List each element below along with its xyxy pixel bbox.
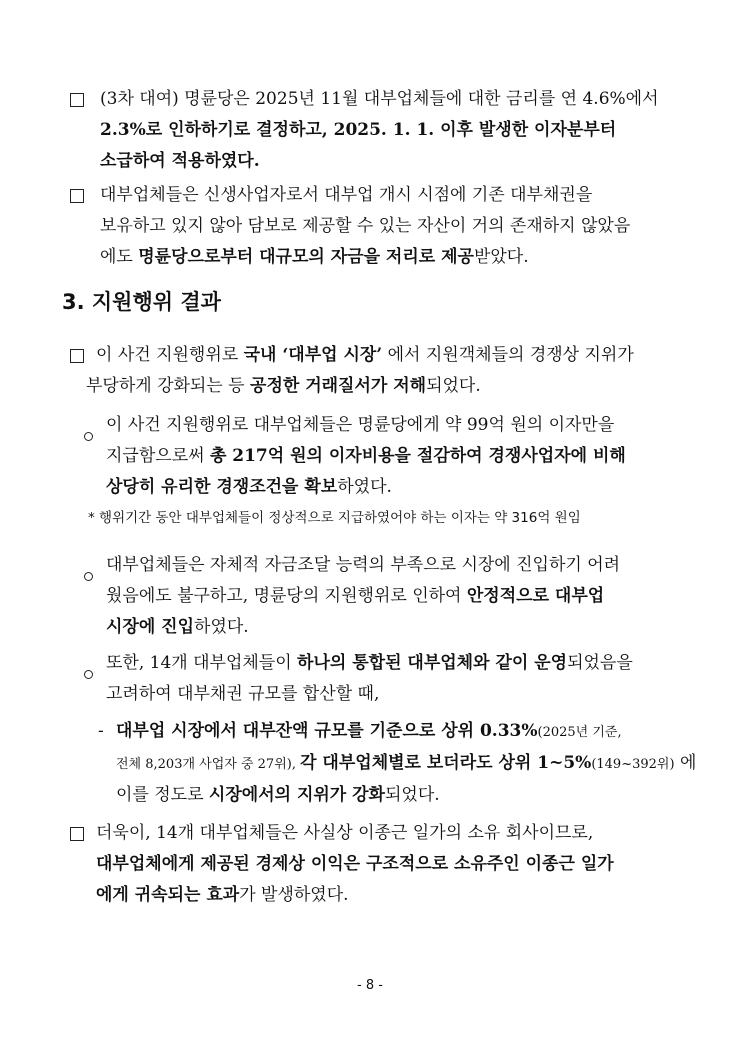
small-text: 전체 8,203개 사업자 중 27위), <box>116 757 301 772</box>
text-line <box>84 648 674 679</box>
paragraph-3rd-loan <box>72 84 672 177</box>
text-line <box>84 581 674 612</box>
page-number: - 8 - <box>357 978 383 993</box>
square-bullet-icon <box>70 86 84 117</box>
text-segment: 또한, 14개 대부업체들이 <box>106 653 298 673</box>
bold-text: 공정한 거래질서가 저해 <box>250 376 427 396</box>
small-text: (149~392위) <box>591 757 675 772</box>
text-segment: 가 발생하였다. <box>239 885 349 905</box>
dash-bullet: - <box>98 721 104 741</box>
text-line <box>84 472 674 503</box>
text-line: 대부업체들은 신생사업자로서 대부업 개시 시점에 기존 대부채권을 <box>100 185 593 205</box>
text-line <box>84 612 674 643</box>
text-line: 대부업체에게 제공된 경제상 이익은 구조적으로 소유주인 이종근 일가 <box>96 854 614 874</box>
text-segment: 받았다. <box>473 247 529 267</box>
bold-text: 국내 ‘대부업 시장’ <box>243 345 383 365</box>
paragraph-interest-savings <box>84 410 674 503</box>
paragraph-market-rank <box>98 716 697 811</box>
paragraph-integrated-operation <box>84 648 674 710</box>
text-line: 더욱이, 14개 대부업체들은 사실상 이종근 일가의 소유 회사이므로, <box>96 823 594 843</box>
bold-text: 상당히 유리한 경쟁조건을 확보 <box>106 477 338 497</box>
paragraph-ownership <box>72 818 672 911</box>
text-line: 2.3%로 인하하기로 결정하고, 2025. 1. 1. 이후 발생한 이자분부터 <box>100 120 617 140</box>
bold-text: 총 217억 원의 이자비용을 절감하여 경쟁사업자에 비해 <box>209 446 626 466</box>
text-line: 고려하여 대부채권 규모를 합산할 때, <box>106 684 380 704</box>
text-line <box>84 441 674 472</box>
bold-text: 안정적으로 대부업 <box>466 586 605 606</box>
text-line: 보유하고 있지 않아 담보로 제공할 수 있는 자산이 거의 존재하지 않았음 <box>100 216 631 236</box>
bold-text: 대부업 시장에서 대부잔액 규모를 기준으로 상위 0.33% <box>116 721 538 741</box>
circle-bullet-icon <box>84 561 93 592</box>
text-segment: 이를 정도로 <box>116 785 209 805</box>
text-line <box>72 242 672 273</box>
text-line <box>98 780 674 811</box>
text-line <box>72 340 672 371</box>
bold-text: 각 대부업체별로 보더라도 상위 1~5% <box>300 753 592 773</box>
text-segment: 부당하게 강화되는 등 <box>86 376 251 396</box>
square-bullet-icon <box>70 182 84 213</box>
section-title: 3. 지원행위 결과 <box>62 290 221 314</box>
text-segment: 하였다. <box>194 617 249 637</box>
text-segment: 에 <box>674 753 697 773</box>
text-segment: 되었다. <box>426 376 481 396</box>
text-segment: 이 사건 지원행위로 <box>96 345 244 365</box>
text-line: 소급하여 적용하였다. <box>100 151 260 171</box>
text-segment: 지급함으로써 <box>106 446 210 466</box>
text-segment: 하였다. <box>337 477 392 497</box>
paragraph-new-businesses <box>72 180 672 273</box>
square-bullet-icon <box>70 820 84 851</box>
text-line <box>98 716 674 748</box>
text-line <box>72 880 672 911</box>
text-line <box>72 371 672 402</box>
text-segment: 에서 지원객체들의 경쟁상 지위가 <box>382 345 634 365</box>
text-segment: 에도 <box>100 247 139 267</box>
text-segment: 되었음을 <box>567 653 633 673</box>
paragraph-support-result <box>72 340 672 402</box>
circle-bullet-icon <box>84 421 93 452</box>
circle-bullet-icon <box>84 659 93 690</box>
text-line <box>72 146 672 177</box>
bold-text: 시장에서의 지위가 강화 <box>208 785 385 805</box>
text-line <box>98 748 697 780</box>
bold-text: 하나의 통합된 대부업체와 같이 운영 <box>297 653 568 673</box>
bold-text: 에게 귀속되는 효과 <box>96 885 240 905</box>
text-line: 이 사건 지원행위로 대부업체들은 명륜당에게 약 99억 원의 이자만을 <box>106 415 615 435</box>
text-line: (3차 대여) 명륜당은 2025년 11월 대부업체들에 대한 금리를 연 4.6%에서 <box>100 89 659 109</box>
bold-text: 명륜당으로부터 대규모의 자금을 저리로 제공 <box>138 247 474 267</box>
square-bullet-icon <box>70 342 84 373</box>
text-segment: 웠음에도 불구하고, 명륜당의 지원행위로 인하여 <box>106 586 467 606</box>
bold-text: 시장에 진입 <box>106 617 195 637</box>
footnote: * 행위기간 동안 대부업체들이 정상적으로 지급하였어야 하는 이자는 약 316억 원임 <box>88 510 581 526</box>
paragraph-market-entry <box>84 550 674 643</box>
small-text: (2025년 기준, <box>537 725 622 740</box>
text-line: 대부업체들은 자체적 자금조달 능력의 부족으로 시장에 진입하기 어려 <box>106 555 621 575</box>
text-segment: 되었다. <box>384 785 440 805</box>
